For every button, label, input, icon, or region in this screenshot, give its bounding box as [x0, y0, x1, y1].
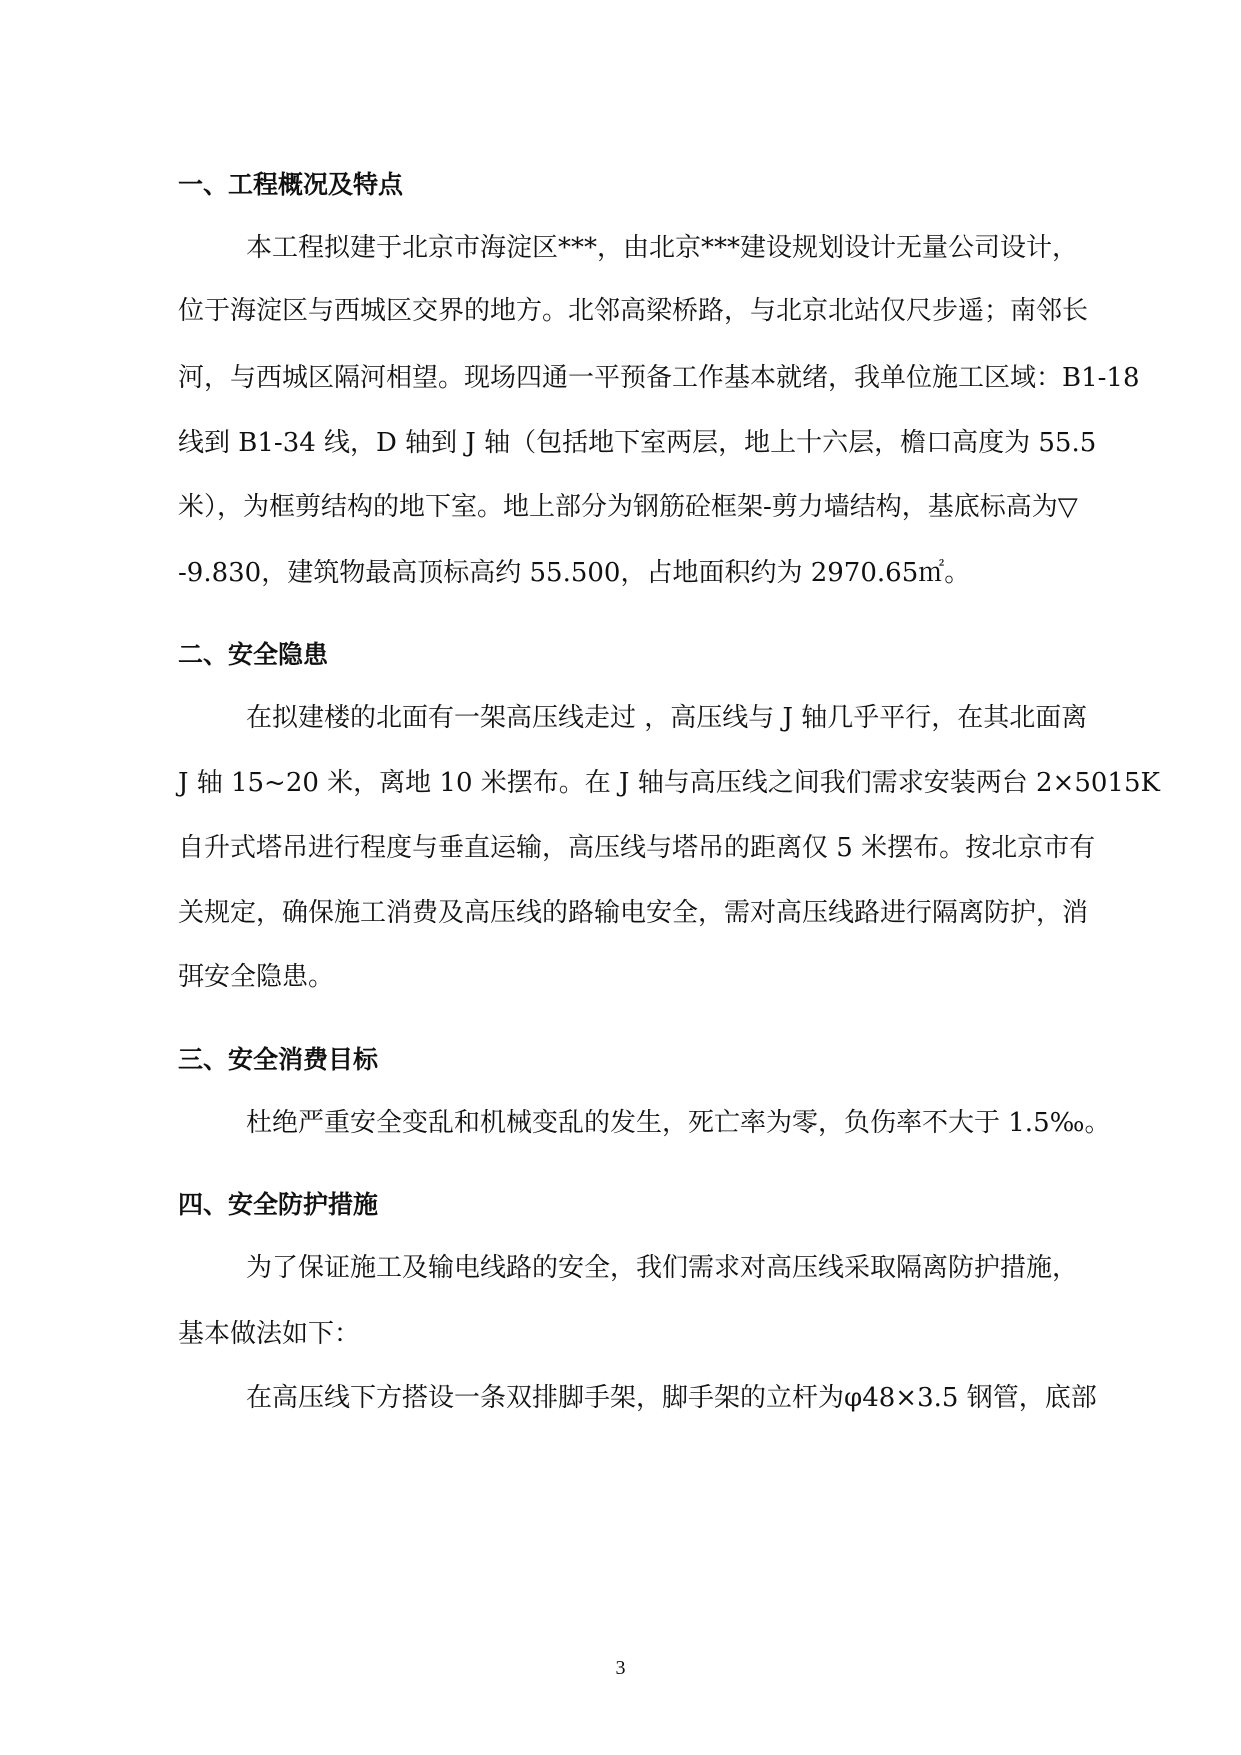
paragraph-line: 本工程拟建于北京市海淀区***，由北京***建设规划设计无量公司设计， [246, 233, 1079, 263]
paragraph-line: 为了保证施工及输电线路的安全，我们需求对高压线采取隔离防护措施， [246, 1253, 1079, 1283]
paragraph-line: 基本做法如下： [178, 1319, 361, 1349]
section-heading-2: 二、安全隐患 [178, 640, 329, 669]
paragraph-line: 自升式塔吊进行程度与垂直运输，高压线与塔吊的距离仅 5 米摆布。按北京市有 [178, 833, 1096, 863]
paragraph-line: 位于海淀区与西城区交界的地方。北邻高梁桥路，与北京北站仅尺步遥；南邻长 [178, 296, 1089, 326]
paragraph-line: 杜绝严重安全变乱和机械变乱的发生，死亡率为零，负伤率不大于 1.5‰。 [246, 1108, 1111, 1138]
paragraph-line: 关规定，确保施工消费及高压线的路输电安全，需对高压线路进行隔离防护，消 [178, 898, 1089, 928]
paragraph-line: 河，与西城区隔河相望。现场四通一平预备工作基本就绪，我单位施工区域：B1-18 [178, 363, 1140, 393]
paragraph-line: J 轴 15~20 米，离地 10 米摆布。在 J 轴与高压线之间我们需求安装两台 2×5015K [178, 768, 1160, 798]
paragraph-line: 米），为框剪结构的地下室。地上部分为钢筋砼框架-剪力墙结构，基底标高为▽ [178, 492, 1078, 522]
page-number: 3 [615, 1657, 626, 1679]
paragraph-line: 弭安全隐患。 [178, 962, 335, 992]
paragraph-line: -9.830，建筑物最高顶标高约 55.500，占地面积约为 2970.65㎡。 [178, 558, 971, 588]
section-heading-4: 四、安全防护措施 [178, 1190, 379, 1219]
paragraph-line: 线到 B1-34 线，D 轴到 J 轴（包括地下室两层，地上十六层，檐口高度为 55.5 [178, 428, 1097, 458]
section-heading-1: 一、工程概况及特点 [178, 170, 404, 199]
paragraph-line: 在高压线下方搭设一条双排脚手架，脚手架的立杆为φ48×3.5 钢管，底部 [246, 1383, 1097, 1413]
paragraph-line: 在拟建楼的北面有一架高压线走过 ，高压线与 J 轴几乎平行，在其北面离 [246, 703, 1088, 733]
section-heading-3: 三、安全消费目标 [178, 1045, 379, 1074]
